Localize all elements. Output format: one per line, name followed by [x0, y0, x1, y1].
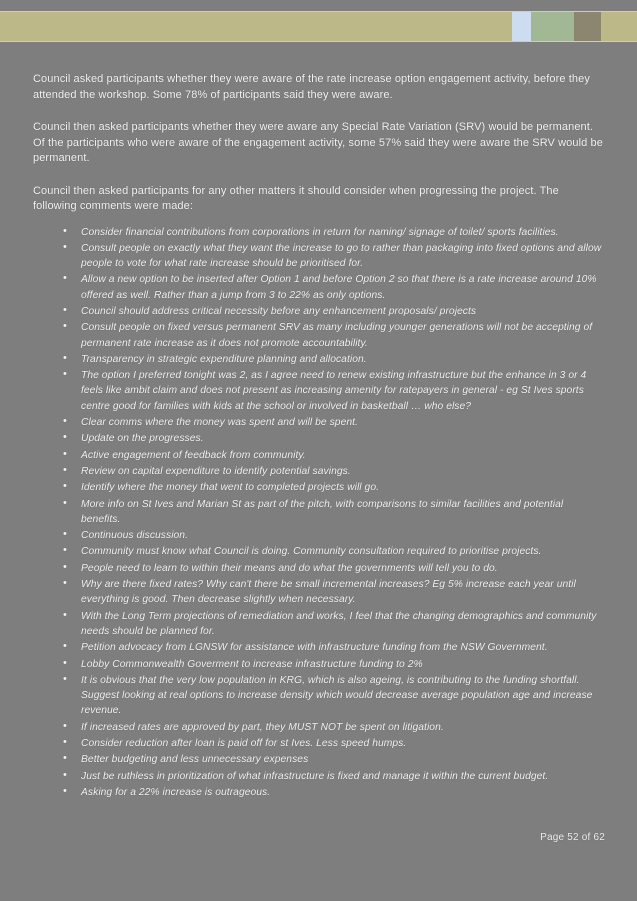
list-item: • Consult people on fixed versus permanent SRV as many including younger generations will not be accepting of permanent rate increase as it does not promote accountability.	[63, 320, 605, 351]
list-item: • Consult people on exactly what they want the increase to go to rather than packaging into fixed options and allow people to vote for what rate increase should be prioritised for.	[63, 241, 605, 272]
header-band-segment-khaki-end	[601, 12, 637, 41]
list-item: • Better budgeting and less unnecessary expenses	[63, 752, 605, 767]
list-item: • Update on the progresses.	[63, 431, 605, 446]
list-item: • Review on capital expenditure to identify potential savings.	[63, 464, 605, 479]
participant-comments-list	[33, 225, 605, 801]
header-band-segment-khaki-main	[0, 12, 512, 41]
list-item: • Clear comms where the money was spent and will be spent.	[63, 415, 605, 430]
paragraph-srv-permanence: Council then asked participants whether they were aware any Special Rate Variation (SRV) would be permanent. Of the participants who were aware of the engagement activity, some 57% said they were aware the SRV would be permanent.	[33, 121, 603, 164]
list-item: • The option I preferred tonight was 2, as I agree need to renew existing infrastructure but the enhance in 3 or 4 feels like ambit claim and does not present as increasing amenity for ratepayers in general - eg St Ives sports centre good for families with kids at the school or involved in basketball … who else?	[63, 368, 605, 414]
list-item: • Petition advocacy from LGNSW for assistance with infrastructure funding from the NSW Government.	[63, 640, 605, 655]
list-item: • Asking for a 22% increase is outrageous.	[63, 785, 605, 800]
list-item: • If increased rates are approved by part, they MUST NOT be spent on litigation.	[63, 720, 605, 735]
paragraph-other-matters-intro: Council then asked participants for any other matters it should consider when progressing the project. The following comments were made:	[33, 184, 559, 212]
list-item: • Consider reduction after loan is paid off for st Ives. Less speed humps.	[63, 736, 605, 751]
list-item: • Lobby Commonwealth Goverment to increase infrastructure funding to 2%	[63, 657, 605, 672]
document-body	[33, 72, 605, 801]
list-item: • Why are there fixed rates? Why can't there be small incremental increases? Eg 5% increase each year until everything is good. Then decrease slightly when necessary.	[63, 577, 605, 608]
list-item: • Allow a new option to be inserted after Option 1 and before Option 2 so that there is a rate increase around 10% offered as well. Rather than a jump from 3 to 22% as only options.	[63, 272, 605, 303]
list-item: • People need to learn to within their means and do what the governments will tell you to do.	[63, 561, 605, 576]
list-item: • Consider financial contributions from corporations in return for naming/ signage of toilet/ sports facilities.	[63, 225, 605, 240]
list-item: • Just be ruthless in prioritization of what infrastructure is fixed and manage it within the current budget.	[63, 769, 605, 784]
header-band-segment-sage	[531, 12, 574, 41]
list-item: • Community must know what Council is doing. Community consultation required to prioritise projects.	[63, 544, 605, 559]
header-band-segment-taupe	[574, 12, 601, 41]
list-item: • Continuous discussion.	[63, 528, 605, 543]
list-item: • Active engagement of feedback from community.	[63, 448, 605, 463]
header-band-segment-pale-blue	[512, 12, 531, 41]
list-item: • Council should address critical necessity before any enhancement proposals/ projects	[63, 304, 605, 319]
list-item: • With the Long Term projections of remediation and works, I feel that the changing demographics and community needs should be planned for.	[63, 609, 605, 640]
page-footer	[33, 832, 605, 843]
decorative-header-band	[0, 11, 637, 42]
list-item: • Identify where the money that went to completed projects will go.	[63, 480, 605, 495]
list-item: • It is obvious that the very low population in KRG, which is also ageing, is contributing to the funding shortfall. Suggest looking at real options to increase density which would decrease average population age and increase revenue.	[63, 673, 605, 719]
list-item: • More info on St Ives and Marian St as part of the pitch, with comparisons to similar facilities and potential benefits.	[63, 497, 605, 528]
page-number-label: Page 52 of 62	[540, 832, 605, 843]
paragraph-awareness-engagement: Council asked participants whether they were aware of the rate increase option engagement activity, before they attended the workshop. Some 78% of participants said they were aware.	[33, 73, 590, 101]
list-item: • Transparency in strategic expenditure planning and allocation.	[63, 352, 605, 367]
